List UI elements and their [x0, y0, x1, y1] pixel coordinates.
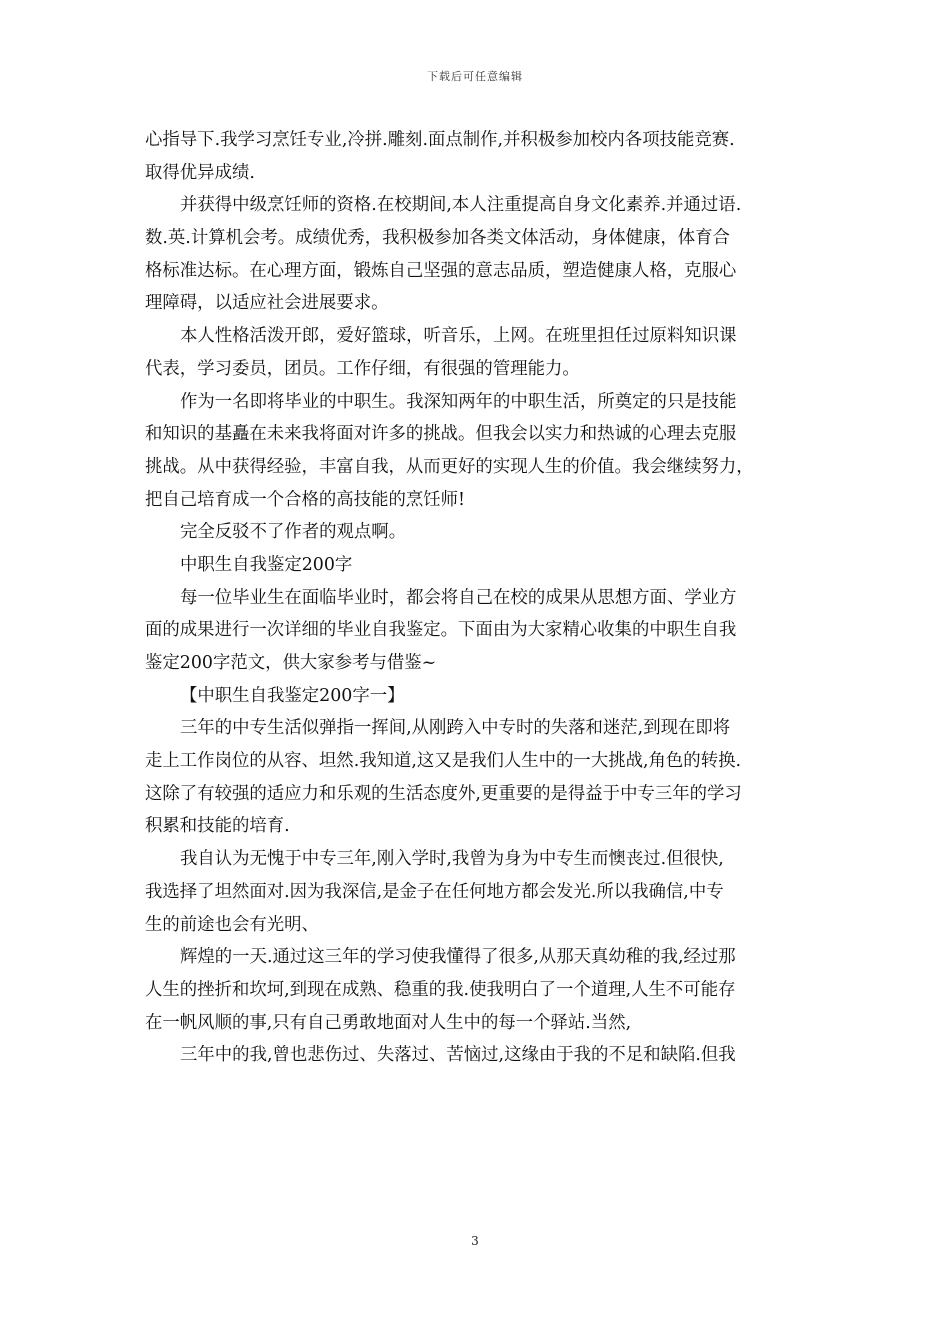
text-line: 鉴定200字范文，供大家参考与借鉴~ — [145, 653, 437, 673]
text-line: 和知识的基矗在未来我将面对许多的挑战。但我会以实力和热诚的心理去克服 — [145, 424, 737, 445]
document-body — [145, 124, 815, 1072]
text-line: 挑战。从中获得经验，丰富自我，从而更好的实现人生的价值。我会继续努力， — [145, 456, 754, 477]
text-line: 数.英.计算机会考。成绩优秀，我积极参加各类文体活动，身体健康，体育合 — [145, 228, 730, 249]
text-line: 作为一名即将毕业的中职生。我深知两年的中职生活，所奠定的只是技能 — [180, 391, 737, 412]
text-line: 并获得中级烹饪师的资格.在校期间,本人注重提高自身文化素养.并通过语. — [180, 195, 742, 216]
text-line: 完全反驳不了作者的观点啊。 — [180, 522, 407, 543]
text-line: 我选择了坦然面对.因为我深信,是金子在任何地方都会发光.所以我确信,中专 — [145, 881, 724, 902]
text-line: 取得优异成绩. — [145, 162, 255, 183]
text-line: 生的前途也会有光明、 — [145, 914, 319, 935]
page-number: 3 — [471, 1234, 479, 1248]
text-line: 代表，学习委员，团员。工作仔细，有很强的管理能力。 — [145, 358, 580, 379]
text-line: 把自己培育成一个合格的高技能的烹饪师! — [145, 489, 466, 510]
text-line: 面的成果进行一次详细的毕业自我鉴定。下面由为大家精心收集的中职生自我 — [145, 620, 737, 641]
text-line: 人生的挫折和坎坷,到现在成熟、稳重的我.使我明白了一个道理,人生不可能存 — [145, 979, 736, 1000]
text-line: 走上工作岗位的从容、坦然.我知道,这又是我们人生中的一大挑战,角色的转换. — [145, 751, 742, 772]
text-line: 我自认为无愧于中专三年,刚入学时,我曾为身为中专生而懊丧过.但很快, — [180, 849, 724, 870]
text-line: 本人性格活泼开郎，爱好篮球，听音乐，上网。在班里担任过原料知识课 — [180, 326, 737, 347]
page-header: 下载后可任意编辑 — [427, 70, 523, 83]
text-line: 辉煌的一天.通过这三年的学习使我懂得了很多,从那天真幼稚的我,经过那 — [180, 947, 736, 968]
text-line: 每一位毕业生在面临毕业时，都会将自己在校的成果从思想方面、学业方 — [180, 587, 737, 608]
text-line: 积累和技能的培育. — [145, 816, 290, 837]
text-line: 格标准达标。在心理方面，锻炼自己坚强的意志品质，塑造健康人格，克服心 — [145, 260, 737, 281]
text-line: 三年的中专生活似弹指一挥间,从刚跨入中专时的失落和迷茫,到现在即将 — [180, 718, 731, 739]
text-line: 【中职生自我鉴定200字一】 — [180, 685, 405, 706]
text-line: 理障碍，以适应社会进展要求。 — [145, 293, 389, 314]
text-line: 在一帆风顺的事,只有自己勇敢地面对人生中的每一个驿站.当然, — [145, 1012, 632, 1033]
text-line: 这除了有较强的适应力和乐观的生活态度外,更重要的是得益于中专三年的学习 — [145, 783, 742, 804]
text-line: 三年中的我,曾也悲伤过、失落过、苦恼过,这缘由于我的不足和缺陷.但我 — [180, 1045, 736, 1066]
text-line: 中职生自我鉴定200字 — [180, 554, 353, 575]
text-line: 心指导下.我学习烹饪专业,冷拼.雕刻.面点制作,并积极参加校内各项技能竞赛. — [145, 130, 735, 150]
